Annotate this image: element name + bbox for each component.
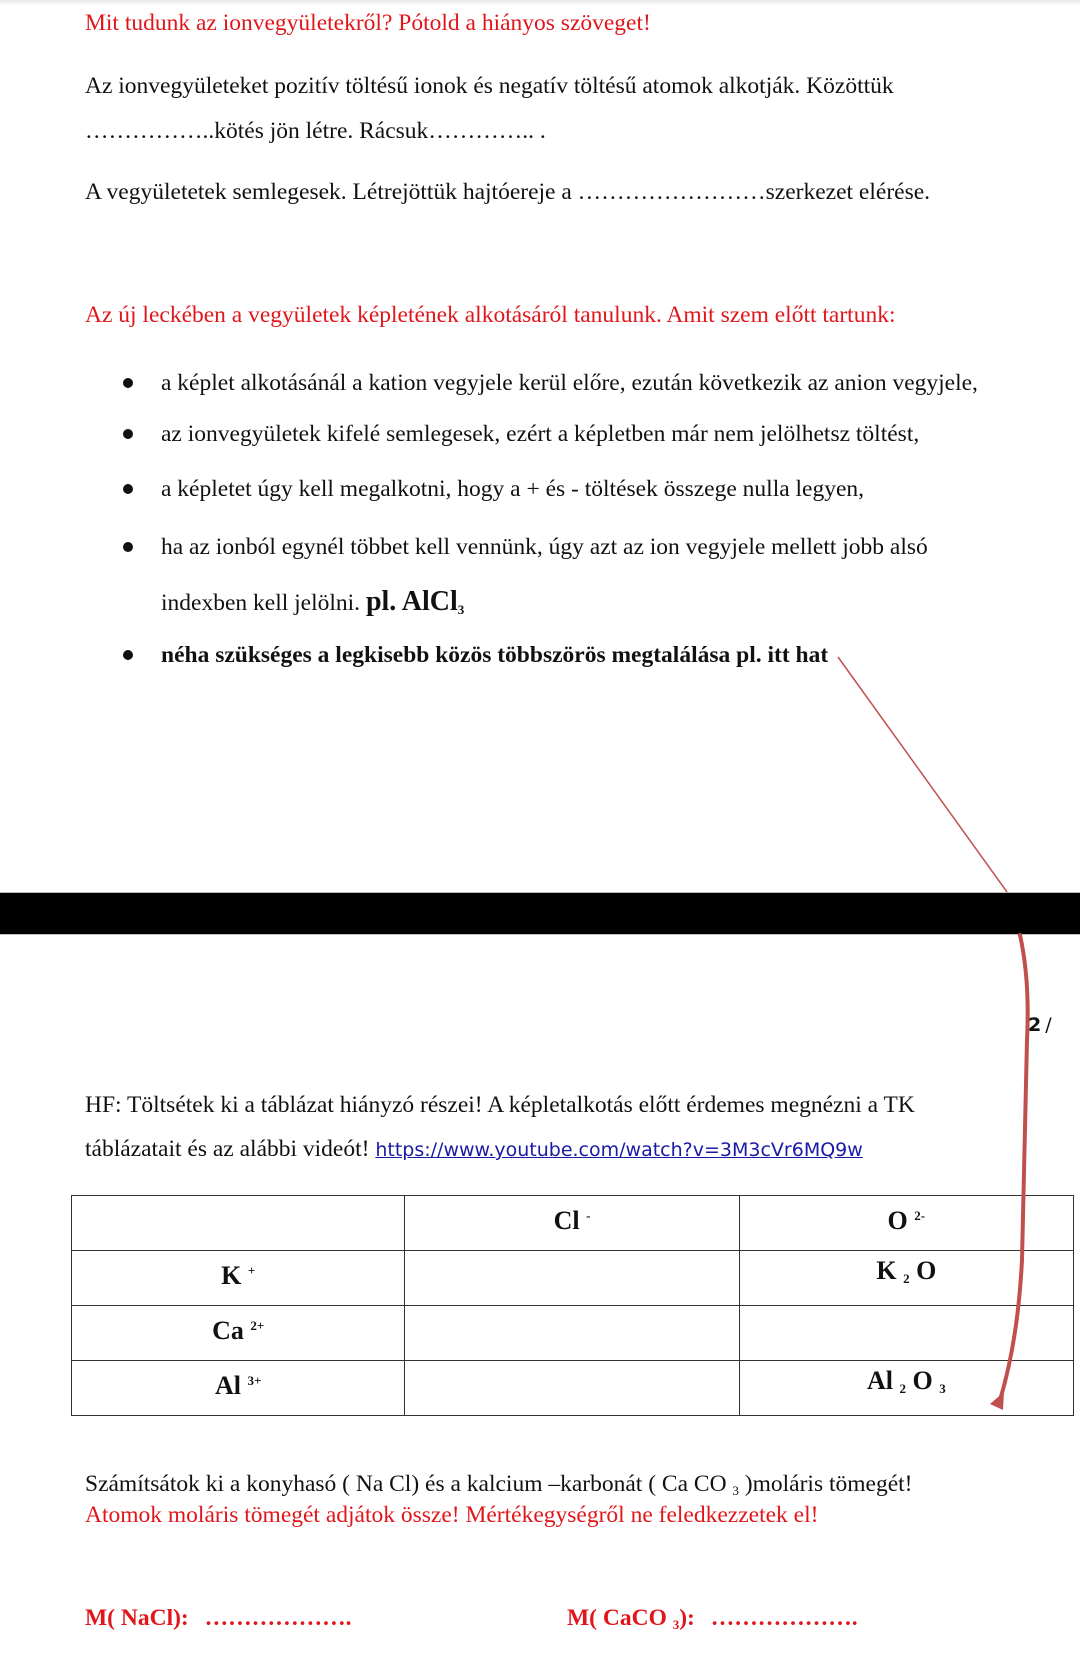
- page-number-value: 2: [1028, 1014, 1042, 1036]
- caco3-label: M( CaCO $_3$):: [567, 1605, 695, 1632]
- table-row: [72, 1361, 1074, 1416]
- bullet-dot-icon: [123, 378, 133, 388]
- table-corner-cell: [72, 1196, 405, 1251]
- bullet-item-4-continuation: [161, 588, 464, 624]
- homework-line2-text: táblázatait és az alábbi videót!: [85, 1136, 370, 1162]
- page-number-separator: /: [1045, 1014, 1052, 1036]
- bullet-item-1: a képlet alkotásánál a kation vegyjele kerül előre, ezután következik az anion vegyjele,: [161, 370, 978, 396]
- table-row: [72, 1306, 1074, 1361]
- molar-mass-caco3: [567, 1604, 858, 1639]
- cation-cell-ca: Ca $^{2+}$: [72, 1306, 405, 1361]
- cation-cell-k: K +: [72, 1251, 405, 1306]
- homework-line2: [85, 1135, 863, 1164]
- page-break-bar: [0, 892, 1080, 935]
- table-header-row: [72, 1196, 1074, 1251]
- nacl-answer-blank[interactable]: ……………….: [204, 1605, 352, 1631]
- formula-cell-ca-o[interactable]: [739, 1306, 1073, 1361]
- section1-line3: A vegyületetek semlegesek. Létrejöttük hajtóereje a ……………………szerkezet elérése.: [85, 179, 931, 205]
- bullet-dot-icon: [123, 542, 133, 552]
- example-formula-subscript: 3: [457, 602, 465, 617]
- cation-cell-al: Al $^{3+}$: [72, 1361, 405, 1416]
- nacl-label: M( NaCl):: [85, 1605, 189, 1631]
- anion-header-cl: Cl -: [405, 1196, 739, 1251]
- table-row: [72, 1251, 1074, 1306]
- section1-title: Mit tudunk az ionvegyületekről? Pótold a hiányos szöveget!: [85, 10, 651, 36]
- section1-line2: ……………..kötés jön létre. Rácsuk………….. .: [85, 118, 546, 144]
- molar-mass-task: Számítsátok ki a konyhasó ( Na Cl) és a kalcium –karbonát ( Ca CO $_3$ )moláris tömegét!: [85, 1471, 913, 1498]
- page-number: [1028, 1014, 1052, 1036]
- bullet-item-4: ha az ionból egynél többet kell vennünk, úgy azt az ion vegyjele mellett jobb alsó: [161, 534, 928, 560]
- bullet-item-2: az ionvegyületek kifelé semlegesek, ezért a képletben már nem jelölhetsz töltést,: [161, 421, 920, 447]
- youtube-video-link[interactable]: https://www.youtube.com/watch?v=3M3cVr6MQ9w: [375, 1139, 863, 1161]
- bullet-item-5: néha szükséges a legkisebb közös többszörös megtalálása pl. itt hat: [161, 642, 829, 668]
- bullet-dot-icon: [123, 429, 133, 439]
- homework-line1: HF: Töltsétek ki a táblázat hiányzó részei! A képletalkotás előtt érdemes megnézni a TK: [85, 1092, 915, 1118]
- formula-cell-k-cl[interactable]: [405, 1251, 739, 1306]
- formula-cell-al-cl[interactable]: [405, 1361, 739, 1416]
- bullet-item-3: a képletet úgy kell megalkotni, hogy a + és - töltések összege nulla legyen,: [161, 476, 865, 502]
- molar-mass-reminder: Atomok moláris tömegét adjátok össze! Mértékegységről ne feledkezzetek el!: [85, 1502, 819, 1528]
- formula-cell-al-o[interactable]: Al $_2$ O $_3$: [739, 1361, 1073, 1416]
- anion-header-o: O $^{2-}$: [739, 1196, 1073, 1251]
- top-shadow: [0, 0, 1080, 6]
- section1-line1: Az ionvegyületeket pozitív töltésű ionok és negatív töltésű atomok alkotják. Közöttük: [85, 73, 894, 99]
- formula-cell-ca-cl[interactable]: [405, 1306, 739, 1361]
- example-formula: pl. AlCl: [365, 586, 458, 617]
- bullet-item-4-tail: indexben kell jelölni.: [161, 590, 361, 616]
- ion-formula-table: [71, 1195, 1074, 1416]
- molar-mass-nacl: [85, 1604, 352, 1632]
- formula-cell-k-o[interactable]: K $_2$ O: [739, 1251, 1073, 1306]
- section2-heading: Az új leckében a vegyületek képletének alkotásáról tanulunk. Amit szem előtt tartunk:: [85, 302, 896, 328]
- caco3-answer-blank[interactable]: ……………….: [710, 1605, 858, 1631]
- bullet-dot-icon: [123, 650, 133, 660]
- bullet-dot-icon: [123, 484, 133, 494]
